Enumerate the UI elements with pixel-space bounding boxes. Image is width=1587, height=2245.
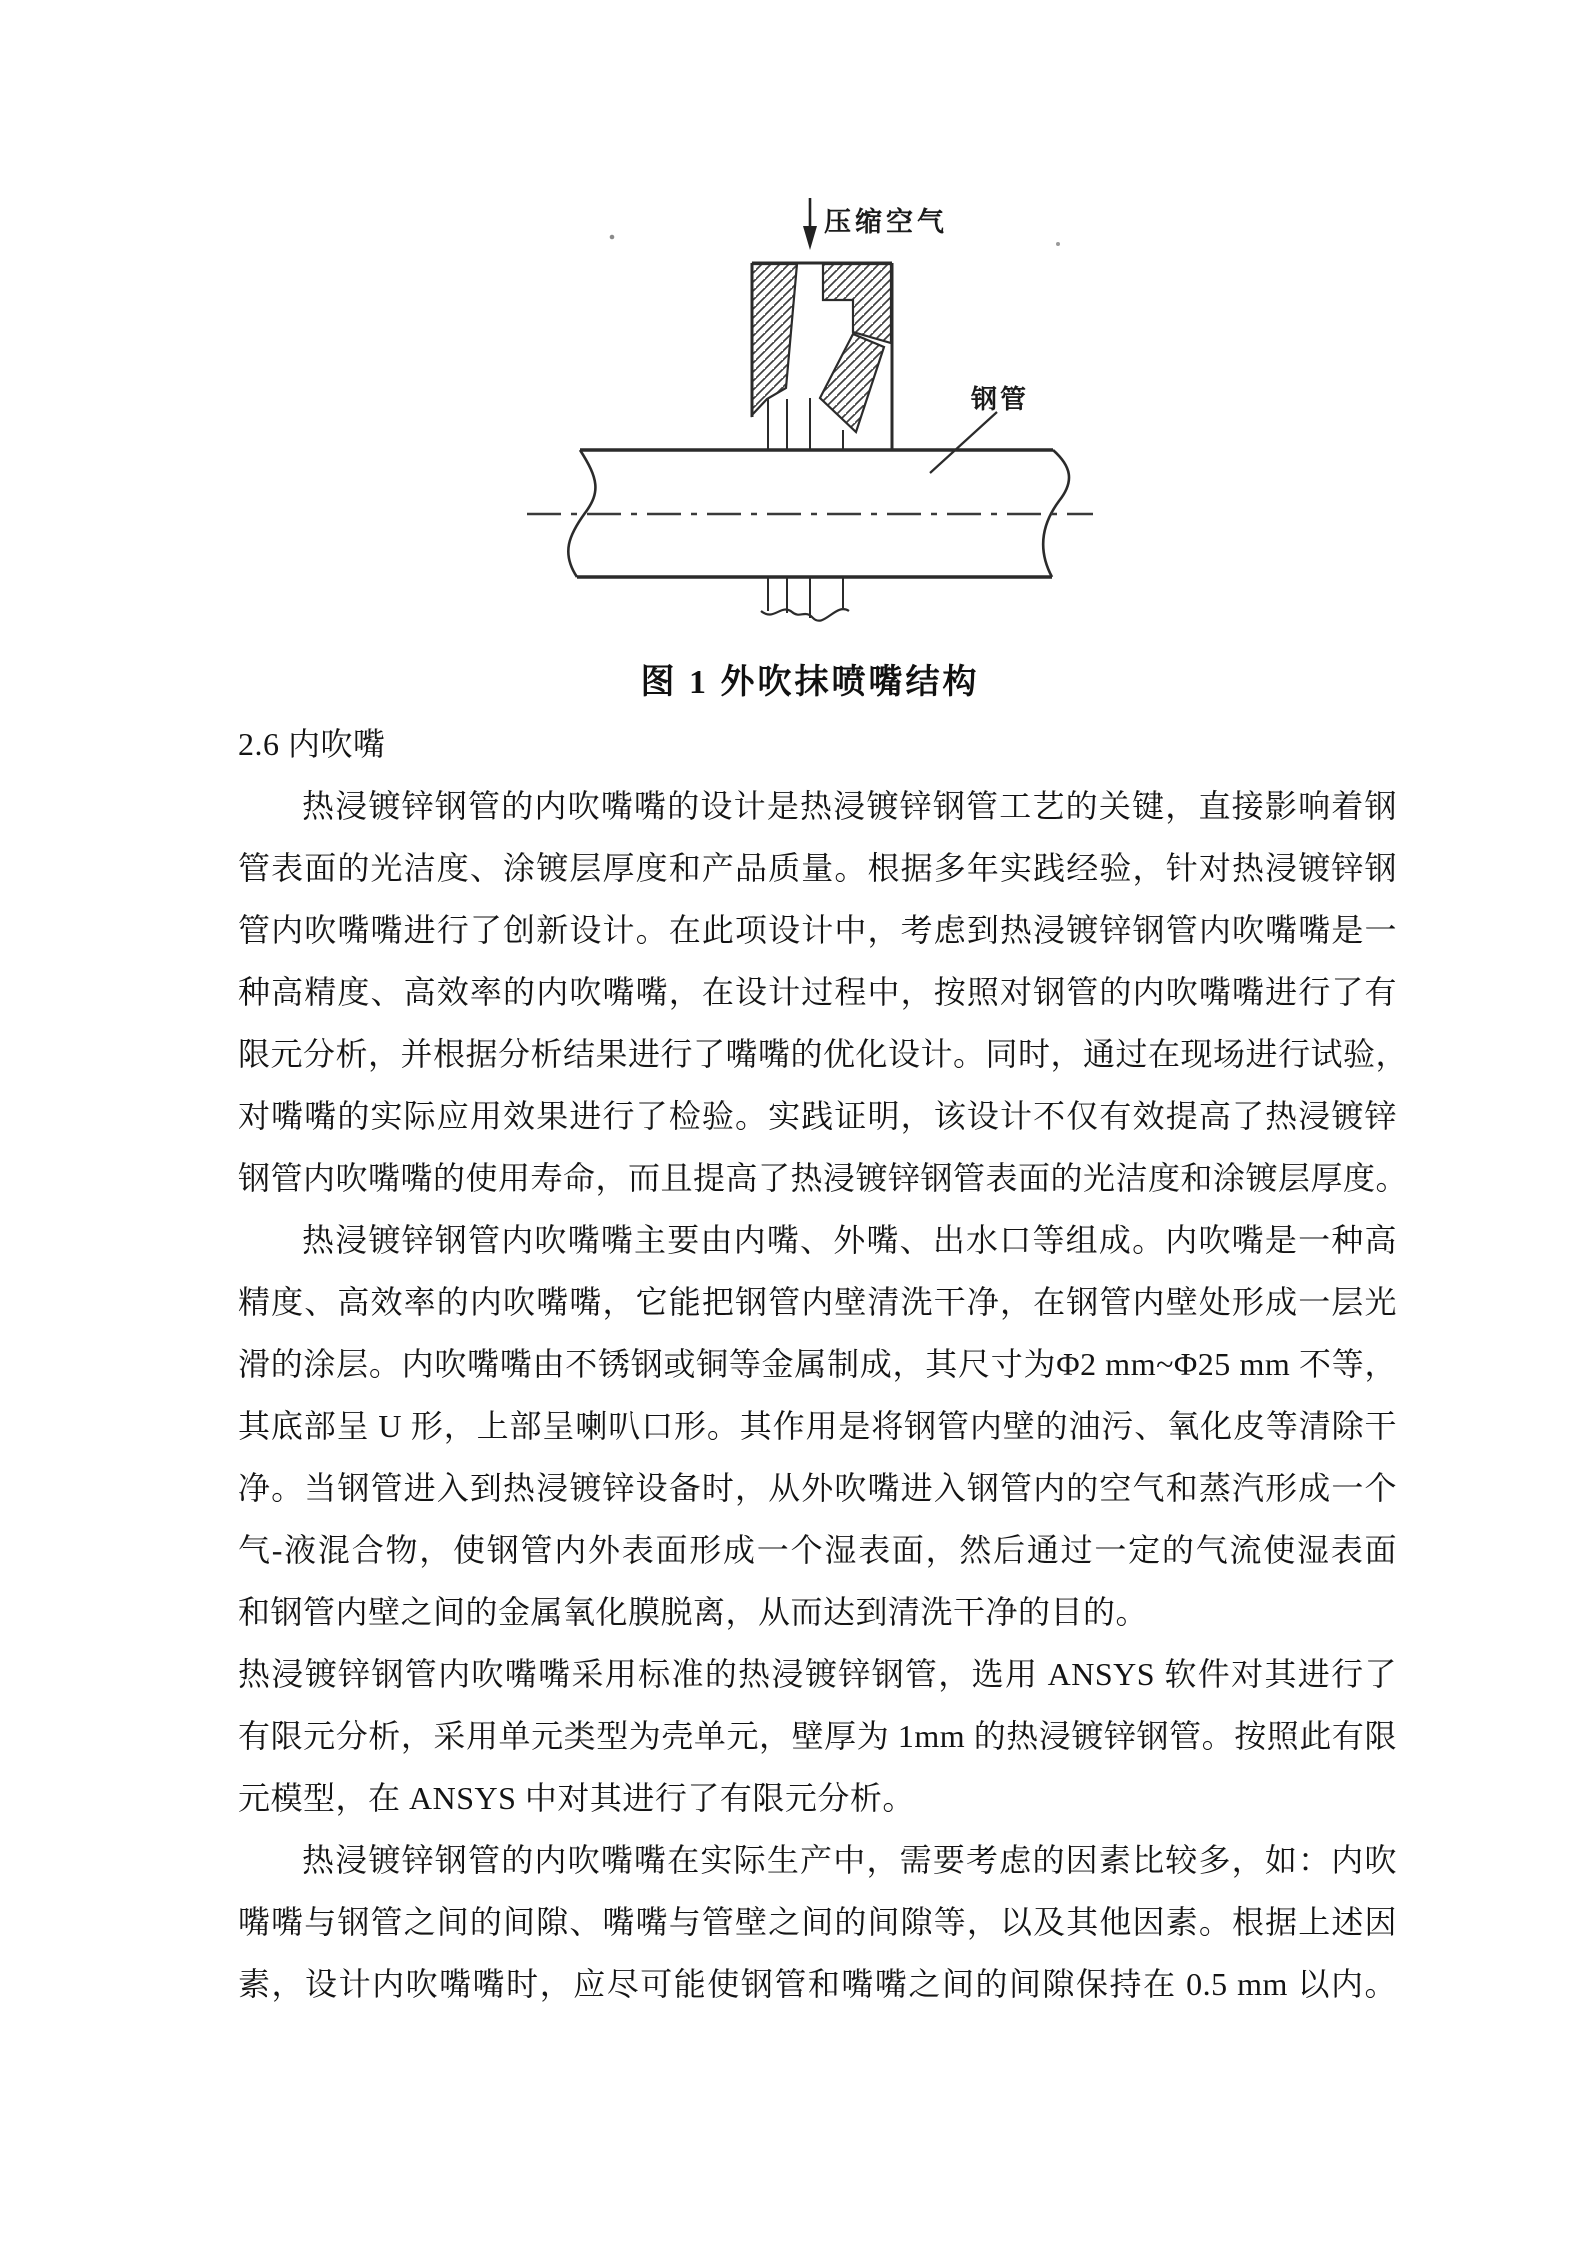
paragraph-line: 对嘴嘴的实际应用效果进行了检验。实践证明，该设计不仅有效提高了热浸镀锌 xyxy=(238,1098,1397,1134)
paragraph-line: 元模型，在 ANSYS 中对其进行了有限元分析。 xyxy=(238,1780,915,1816)
paragraph-line: 热浸镀锌钢管内吹嘴嘴主要由内嘴、外嘴、出水口等组成。内吹嘴是一种高 xyxy=(302,1222,1397,1258)
pipe-label-leader-line xyxy=(930,412,997,473)
section-heading: 2.6 内吹嘴 xyxy=(238,726,386,762)
paragraph-line: 和钢管内壁之间的金属氧化膜脱离，从而达到清洗干净的目的。 xyxy=(238,1594,1149,1630)
body-text xyxy=(238,713,1409,2015)
compressed-air-arrow-icon xyxy=(803,198,817,250)
paragraph-line: 气-液混合物，使钢管内外表面形成一个湿表面，然后通过一定的气流使湿表面 xyxy=(238,1532,1397,1568)
nozzle-cross-section xyxy=(752,263,892,450)
paragraph-line: 净。当钢管进入到热浸镀锌设备时，从外吹嘴进入钢管内的空气和蒸汽形成一个 xyxy=(238,1470,1397,1506)
steel-pipe-drawing xyxy=(527,450,1093,621)
paragraph-line: 其底部呈 U 形，上部呈喇叭口形。其作用是将钢管内壁的油污、氧化皮等清除干 xyxy=(238,1408,1397,1444)
paragraph-line: 滑的涂层。内吹嘴嘴由不锈钢或铜等金属制成，其尺寸为Φ2 mm~Φ25 mm 不等， xyxy=(238,1346,1397,1382)
paragraph-line: 嘴嘴与钢管之间的间隙、嘴嘴与管壁之间的间隙等，以及其他因素。根据上述因 xyxy=(238,1904,1397,1940)
paragraph-line: 有限元分析，采用单元类型为壳单元，壁厚为 1mm 的热浸镀锌钢管。按照此有限 xyxy=(238,1718,1397,1754)
paragraph-line: 热浸镀锌钢管内吹嘴嘴采用标准的热浸镀锌钢管，选用 ANSYS 软件对其进行了 xyxy=(238,1656,1397,1692)
scan-speck xyxy=(610,235,615,240)
paragraph-line: 种高精度、高效率的内吹嘴嘴，在设计过程中，按照对钢管的内吹嘴嘴进行了有 xyxy=(238,974,1397,1010)
scan-speck xyxy=(1056,242,1060,246)
paragraph-line: 管内吹嘴嘴进行了创新设计。在此项设计中，考虑到热浸镀锌钢管内吹嘴嘴是一 xyxy=(238,912,1397,948)
paragraph-line: 素，设计内吹嘴嘴时，应尽可能使钢管和嘴嘴之间的间隙保持在 0.5 mm 以内。 xyxy=(238,1966,1397,2002)
paragraph-line: 管表面的光洁度、涂镀层厚度和产品质量。根据多年实践经验，针对热浸镀锌钢 xyxy=(238,850,1397,886)
paragraph-line: 热浸镀锌钢管的内吹嘴嘴的设计是热浸镀锌钢管工艺的关键，直接影响着钢 xyxy=(302,788,1397,824)
figure-nozzle-drawing xyxy=(0,0,1587,720)
paragraph-line: 限元分析，并根据分析结果进行了嘴嘴的优化设计。同时，通过在现场进行试验， xyxy=(238,1036,1409,1072)
compressed-air-label: 压缩空气 xyxy=(824,207,948,237)
paragraph-line: 精度、高效率的内吹嘴嘴，它能把钢管内壁清洗干净，在钢管内壁处形成一层光 xyxy=(238,1284,1397,1320)
steel-pipe-label: 钢管 xyxy=(971,385,1030,414)
figure-caption: 图 1 外吹抹喷嘴结构 xyxy=(640,664,980,701)
paragraph-line: 热浸镀锌钢管的内吹嘴嘴在实际生产中，需要考虑的因素比较多，如：内吹 xyxy=(302,1842,1397,1878)
paragraph-line: 钢管内吹嘴嘴的使用寿命，而且提高了热浸镀锌钢管表面的光洁度和涂镀层厚度。 xyxy=(238,1160,1409,1196)
